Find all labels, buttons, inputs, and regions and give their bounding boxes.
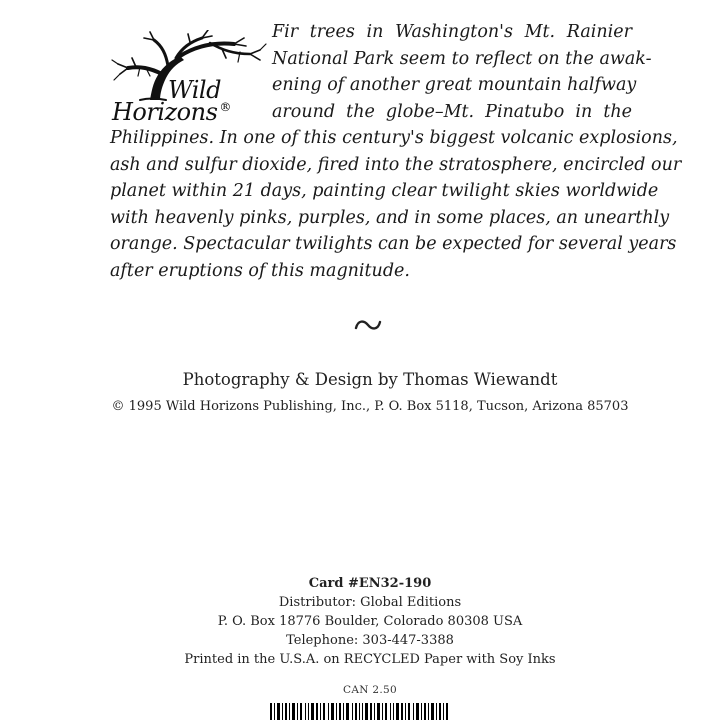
logo-horizons-word: Horizons bbox=[112, 98, 218, 126]
swash-ornament-icon bbox=[350, 312, 386, 338]
paragraph-line: ash and sulfur dioxide, fired into the stratosphere, encircled our bbox=[110, 154, 682, 175]
registered-mark: ® bbox=[219, 100, 231, 114]
paragraph-line: Fir trees in Washington's Mt. Rainier bbox=[272, 22, 632, 42]
description-paragraph-top bbox=[272, 19, 652, 125]
paragraph-line: National Park seem to reflect on the awak- bbox=[272, 48, 652, 69]
distributor-line: Distributor: Global Editions bbox=[278, 595, 462, 610]
paragraph-line: ening of another great mountain halfway bbox=[272, 75, 637, 95]
distributor-telephone: Telephone: 303-447-3388 bbox=[286, 633, 454, 648]
paragraph-line: orange. Spectacular twilights can be expected for several years bbox=[110, 234, 677, 254]
paragraph-line: planet within 21 days, painting clear twilight skies worldwide bbox=[110, 181, 659, 201]
wild-horizons-logo bbox=[110, 30, 270, 125]
barcode-icon bbox=[270, 703, 450, 720]
photography-credit: Photography & Design by Thomas Wiewandt bbox=[182, 370, 558, 389]
logo-horizons-text bbox=[112, 98, 231, 126]
distributor-address: P. O. Box 18776 Boulder, Colorado 80308 USA bbox=[217, 614, 523, 629]
card-number: Card #EN32-190 bbox=[308, 576, 432, 591]
paragraph-line: with heavenly pinks, purples, and in some places, an unearthly bbox=[110, 207, 670, 228]
paragraph-line: after eruptions of this magnitude. bbox=[110, 260, 410, 281]
logo-wild-text: Wild bbox=[168, 76, 221, 104]
paragraph-line: around the globe–Mt. Pinatubo in the bbox=[272, 101, 632, 122]
price-label: CAN 2.50 bbox=[343, 684, 397, 696]
copyright-line: © 1995 Wild Horizons Publishing, Inc., P. O. Box 5118, Tucson, Arizona 85703 bbox=[111, 399, 629, 414]
description-paragraph-bottom bbox=[110, 125, 682, 284]
card-info-block bbox=[0, 574, 720, 669]
printed-note: Printed in the U.S.A. on RECYCLED Paper with Soy Inks bbox=[184, 652, 556, 667]
paragraph-line: Philippines. In one of this century's biggest volcanic explosions, bbox=[110, 128, 678, 148]
